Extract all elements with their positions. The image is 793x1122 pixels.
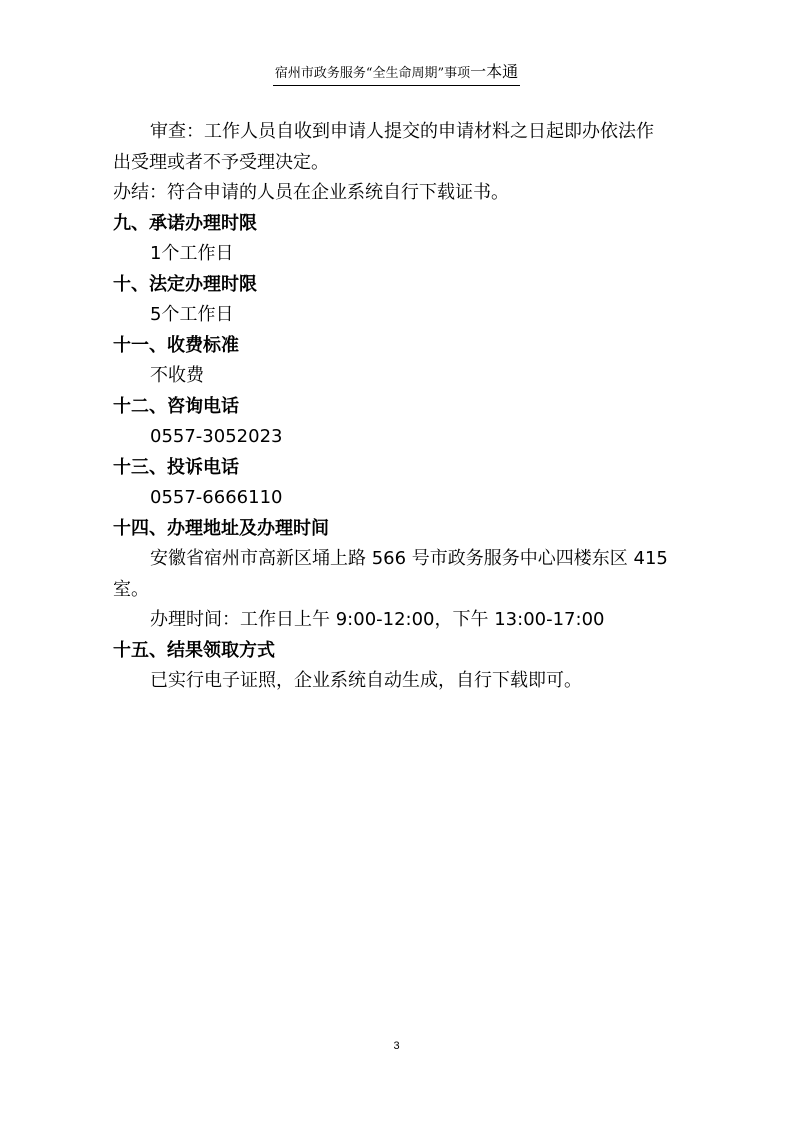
- section-heading-promised-time: 九、承诺办理时限: [113, 212, 257, 234]
- page-number: 3: [393, 1040, 400, 1052]
- document-body: [113, 117, 693, 697]
- page-header: [0, 62, 793, 86]
- complaint-phone-value: 0557-6666110: [150, 487, 283, 508]
- legal-time-value: 5个工作日: [150, 304, 234, 325]
- review-text-line1: 审查：工作人员自收到申请人提交的申请材料之日起即办依法作: [150, 121, 654, 142]
- section-heading-address-and-hours: 十四、办理地址及办理时间: [113, 517, 329, 539]
- result-collection-value: 已实行电子证照，企业系统自动生成，自行下载即可。: [150, 670, 582, 691]
- office-hours: 办理时间：工作日上午 9:00-12:00，下午 13:00-17:00: [150, 609, 605, 630]
- review-text-line2: 出受理或者不予受理决定。: [113, 151, 329, 173]
- consult-phone-value: 0557-3052023: [150, 426, 283, 447]
- promised-time-value: 1个工作日: [150, 243, 234, 264]
- header-underline-block: [273, 62, 520, 86]
- fee-standard-value: 不收费: [150, 365, 204, 386]
- section-heading-consult-phone: 十二、咨询电话: [113, 395, 239, 417]
- section-heading-legal-time: 十、法定办理时限: [113, 273, 257, 295]
- section-heading-complaint-phone: 十三、投诉电话: [113, 456, 239, 478]
- address-line1: 安徽省宿州市高新区埇上路 566 号市政务服务中心四楼东区 415: [150, 548, 668, 569]
- conclusion-text: 办结：符合申请的人员在企业系统自行下载证书。: [113, 182, 509, 203]
- address-line2: 室。: [113, 578, 149, 600]
- section-heading-result-collection: 十五、结果领取方式: [113, 639, 275, 661]
- section-heading-fee-standard: 十一、收费标准: [113, 334, 239, 356]
- header-title: 宿州市政务服务“全生命周期”事项: [274, 66, 471, 81]
- header-title-suffix: 一本通: [470, 62, 519, 81]
